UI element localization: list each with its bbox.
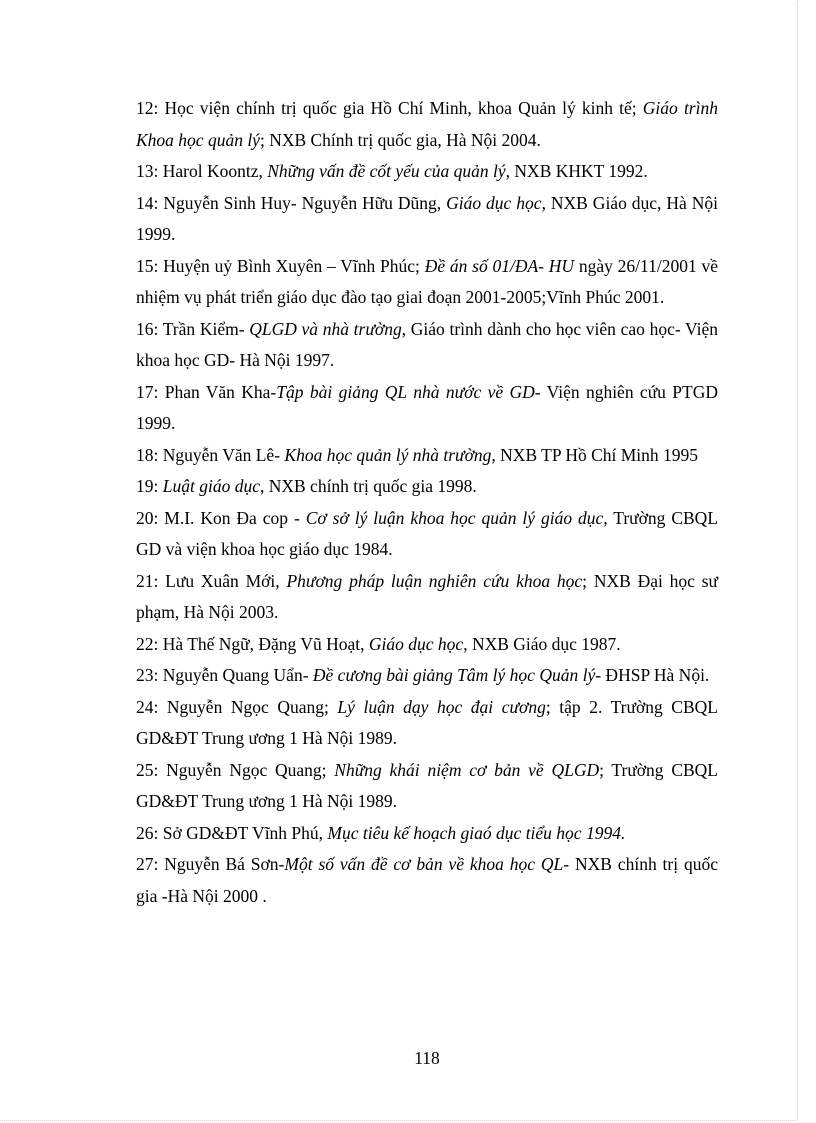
reference-item: [136, 755, 718, 818]
reference-item: [136, 692, 718, 755]
reference-text: - NXB chính trị quốc gia -Hà Nội 2000 .: [136, 854, 718, 906]
reference-text: 22: Hà Thế Ngữ, Đặng Vũ Hoạt,: [136, 633, 369, 654]
page-border-right: [797, 0, 798, 1120]
reference-item: [136, 93, 718, 156]
reference-item: [136, 440, 718, 472]
reference-text: 17: Phan Văn Kha-: [136, 381, 277, 402]
reference-text: 26: Sở GD&ĐT Vĩnh Phú,: [136, 822, 328, 843]
reference-item: [136, 471, 718, 503]
reference-text: 24: Nguyễn Ngọc Quang;: [136, 696, 338, 717]
reference-item: [136, 660, 718, 692]
reference-title: Giáo trình Khoa học quản lý: [136, 98, 718, 150]
reference-text: NXB KHKT 1992.: [510, 161, 648, 181]
reference-text: 21: Lưu Xuân Mới,: [136, 570, 287, 591]
reference-title: Mục tiêu kế hoạch giaó dục tiểu học 1994.: [327, 822, 626, 843]
reference-item: [136, 156, 718, 188]
reference-title: Giáo dục học: [368, 633, 464, 654]
reference-title: Phương pháp luận nghiên cứu khoa học: [286, 570, 583, 591]
reference-text: - Viện nghiên cứu PTGD 1999.: [136, 381, 718, 433]
reference-list: [136, 93, 718, 912]
reference-text: 12: Học viện chính trị quốc gia Hồ Chí Minh, khoa Quản lý kinh tế;: [136, 98, 643, 118]
reference-text: ; tập 2. Trường CBQL GD&ĐT Trung ương 1 Hà Nội 1989.: [136, 696, 718, 748]
reference-text: 27: Nguyễn Bá Sơn-: [136, 854, 285, 874]
reference-text: , NXB chính trị quốc gia 1998.: [259, 476, 477, 496]
reference-text: ; NXB Đại học sư phạm, Hà Nội 2003.: [136, 570, 719, 622]
reference-item: [136, 818, 718, 850]
reference-item: [136, 188, 718, 251]
reference-text: , NXB Giáo dục, Hà Nội 1999.: [136, 192, 718, 244]
page-border-bottom: [0, 1120, 797, 1121]
reference-text: ; Trường CBQL GD&ĐT Trung ương 1 Hà Nội 1989.: [136, 759, 718, 811]
reference-text: - ĐHSP Hà Nội.: [595, 665, 710, 685]
reference-title: Một số vấn đề cơ bản về khoa học QL: [284, 854, 564, 874]
reference-item: [136, 503, 718, 566]
reference-text: 18: Nguyễn Văn Lê-: [136, 444, 285, 465]
reference-title: Những vấn đề cốt yếu của quản lý,: [267, 161, 511, 181]
reference-item: [136, 314, 718, 377]
reference-title: Khoa học quản lý nhà trường,: [284, 444, 496, 465]
reference-item: [136, 251, 718, 314]
reference-text: NXB TP Hồ Chí Minh 1995: [495, 444, 699, 465]
reference-title: Những khái niệm cơ bản về QLGD: [334, 759, 600, 780]
reference-title: Đề cương bài giảng Tâm lý học Quản lý: [312, 665, 596, 685]
reference-item: [136, 566, 718, 629]
reference-text: , NXB Giáo dục 1987.: [463, 633, 621, 654]
reference-text: 14: Nguyễn Sinh Huy- Nguyễn Hữu Dũng,: [136, 192, 447, 213]
reference-title: Tập bài giảng QL nhà nước về GD: [276, 381, 535, 402]
reference-text: , Trường CBQL GD và viện khoa học giáo dục 1984.: [136, 507, 719, 559]
reference-title: Cơ sở lý luận khoa học quản lý giáo dục: [305, 507, 604, 528]
reference-text: 19:: [136, 476, 163, 496]
reference-item: [136, 377, 718, 440]
reference-text: 25: Nguyễn Ngọc Quang;: [136, 759, 335, 780]
reference-text: 15: Huyện uỷ Bình Xuyên – Vĩnh Phúc;: [136, 255, 425, 276]
reference-text: ; NXB Chính trị quốc gia, Hà Nội 2004.: [259, 129, 541, 150]
reference-title: Lý luận dạy học đại cương: [337, 696, 546, 717]
reference-item: [136, 849, 718, 912]
page-number: 118: [414, 1048, 440, 1068]
reference-title: QLGD và nhà trường: [249, 318, 402, 339]
reference-text: 23: Nguyễn Quang Uẩn-: [136, 665, 313, 685]
reference-text: ngày 26/11/2001 về nhiệm vụ phát triển giáo dục đào tạo giai đoạn 2001-2005;Vĩnh Phúc 2001.: [136, 255, 718, 307]
reference-title: Luật giáo dục: [162, 476, 260, 496]
reference-text: 13: Harol Koontz,: [136, 161, 268, 181]
reference-text: 16: Trần Kiểm-: [136, 318, 250, 339]
reference-text: , Giáo trình dành cho học viên cao học- Viện khoa học GD- Hà Nội 1997.: [136, 318, 718, 370]
reference-item: [136, 629, 718, 661]
reference-title: Đề án số 01/ĐA- HU: [424, 255, 575, 276]
reference-text: 20: M.I. Kon Đa cop -: [136, 507, 306, 528]
reference-title: Giáo dục học: [446, 192, 542, 213]
